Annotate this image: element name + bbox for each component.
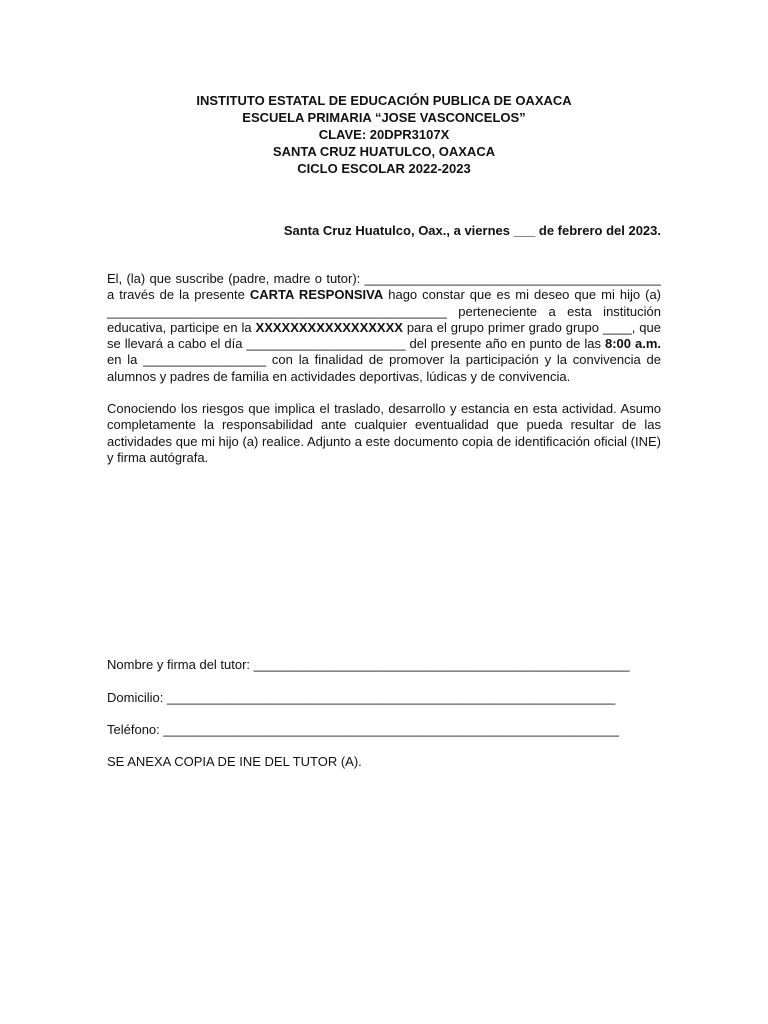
phone-line: Teléfono: _______________________________________________________________ (107, 722, 619, 737)
document-header (0, 92, 768, 177)
date-line: Santa Cruz Huatulco, Oax., a viernes ___ de febrero del 2023. (283, 223, 661, 238)
risk-paragraph: Conociendo los riesgos que implica el traslado, desarrollo y estancia en esta actividad. Asumo completamente la responsabilidad ante cualquier eventualidad que pueda resultar de las actividades que mi hijo (a) realice. Adjunto a este documento copia de identificación oficial (INE) y firma autógrafa. (107, 401, 661, 465)
institute-name: INSTITUTO ESTATAL DE EDUCACIÓN PUBLICA DE OAXACA (196, 93, 572, 108)
school-name: ESCUELA PRIMARIA “JOSE VASCONCELOS” (242, 110, 526, 125)
event-time: 8:00 a.m. (604, 336, 661, 352)
tutor-name-signature-line: Nombre y firma del tutor: ____________________________________________________ (107, 657, 630, 672)
carta-responsiva-label: CARTA RESPONSIVA (249, 287, 384, 303)
school-code: CLAVE: 20DPR3107X (318, 127, 450, 142)
address-line: Domicilio: ______________________________________________________________ (107, 690, 616, 705)
event-name-placeholder: XXXXXXXXXXXXXXXXX (255, 319, 403, 335)
annex-note: SE ANEXA COPIA DE INE DEL TUTOR (A). (107, 754, 362, 769)
consent-text-3: para el grupo primer grado grupo ____, que se llevará a cabo el día ______________________ del presente año en punto de las (107, 319, 661, 352)
consent-text-1: El, (la) que suscribe (padre, madre o tutor): _________________________________________ a través de la presente (107, 271, 661, 303)
school-year: CICLO ESCOLAR 2022-2023 (297, 161, 471, 176)
consent-text-4: en la _________________ con la finalidad de promover la participación y la convivencia de alumnos y padres de familia en actividades deportivas, lúdicas y de convivencia. (107, 352, 661, 384)
school-location: SANTA CRUZ HUATULCO, OAXACA (272, 144, 496, 159)
letter-body (107, 271, 661, 466)
consent-text-2: hago constar que es mi deseo que mi hijo (a) _______________________________________________ perteneciente a esta institución educativa, participe en la (107, 287, 661, 335)
consent-paragraph (107, 271, 661, 385)
